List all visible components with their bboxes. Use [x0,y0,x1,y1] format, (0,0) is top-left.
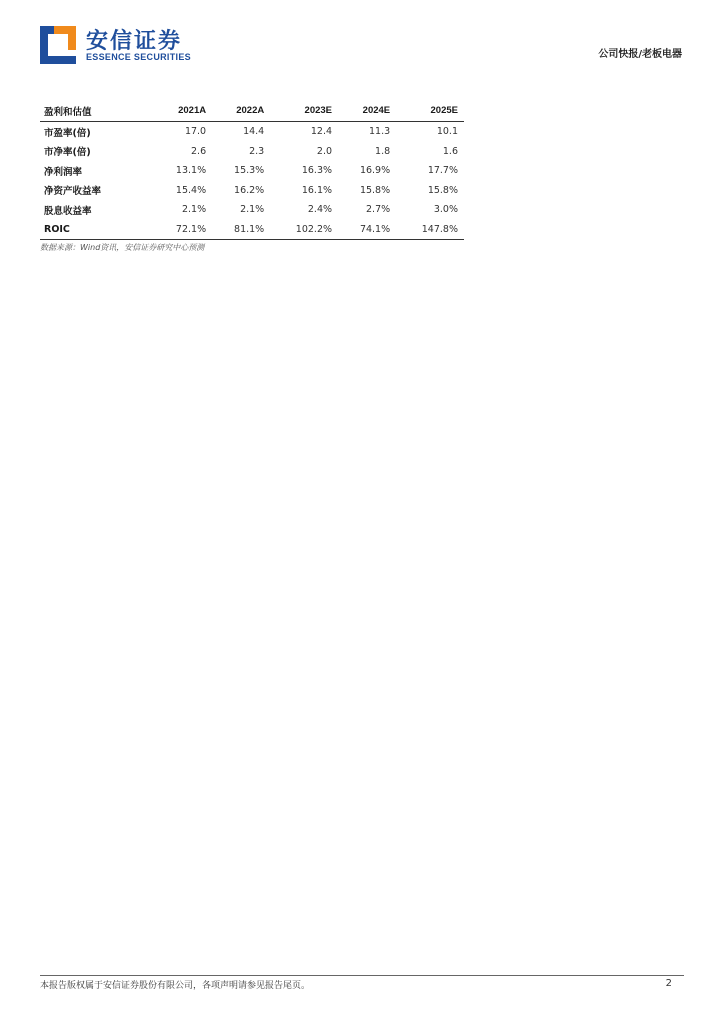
table-row [40,161,464,181]
table-header-cell: 2024E [338,100,396,122]
table-cell: 12.4 [310,126,333,138]
table-cell: 1.8 [375,145,391,157]
table-row [40,181,464,201]
table-cell: 2.7% [366,204,391,216]
table-cell: 2.0 [316,145,333,157]
table-cell: 11.3 [368,126,391,138]
table-header-row [40,100,464,122]
table-header-cell: 盈利和估值 [40,100,154,122]
brand-name-cn: 安信证券 [86,29,183,54]
table-cell: 15.3% [234,165,265,177]
table-cell: 2.6 [191,145,207,157]
report-tag: 公司快报/老板电器 [598,49,682,60]
table-cell: 81.1% [212,220,270,240]
table-header-cell: 2023E [270,100,338,122]
table-cell: 17.0 [184,126,207,138]
page-header [0,0,724,80]
row-label: 净利润率 [44,166,83,178]
table-cell: 14.4 [243,126,265,138]
table-cell: 15.4% [175,184,207,196]
table-header-cell: 2025E [396,100,464,122]
source-note: 数据来源：Wind资讯，安信证券研究中心预测 [40,243,205,252]
row-label: ROIC [40,220,154,240]
table-cell: 102.2% [270,220,338,240]
table-row [40,142,464,162]
table-row [40,122,464,142]
table-cell: 16.9% [359,165,391,177]
table-cell: 17.7% [427,165,458,177]
footer-divider [40,975,684,976]
row-label: 市净率(倍) [44,147,91,159]
brand-name-en: ESSENCE SECURITIES [86,52,191,62]
table-row [40,200,464,220]
table-cell: 74.1% [338,220,396,240]
table-header-cell: 2021A [154,100,212,122]
table-cell: 2.1% [240,204,265,216]
table-cell: 15.8% [427,184,458,196]
table-cell: 16.2% [234,184,265,196]
table-cell: 13.1% [175,165,207,177]
table-cell: 1.6 [442,145,458,157]
row-label: 市盈率(倍) [44,127,91,139]
table-cell: 2.4% [307,204,333,216]
table-cell: 72.1% [154,220,212,240]
page-number: 2 [665,978,672,989]
valuation-table [40,100,464,240]
table-cell: 147.8% [396,220,464,240]
table-cell: 3.0% [433,204,458,216]
table-cell: 16.1% [301,184,333,196]
row-label: 股息收益率 [44,205,92,217]
essence-logo-icon [40,26,76,64]
footer-disclaimer: 本报告版权属于安信证券股份有限公司，各项声明请参见报告尾页。 [40,981,311,991]
table-cell: 16.3% [301,165,333,177]
table-row [40,220,464,240]
table-cell: 2.1% [181,204,207,216]
table-header-cell: 2022A [212,100,270,122]
row-label: 净资产收益率 [44,186,102,198]
table-cell: 2.3 [249,145,265,157]
table-cell: 10.1 [436,126,458,138]
table-cell: 15.8% [359,184,391,196]
